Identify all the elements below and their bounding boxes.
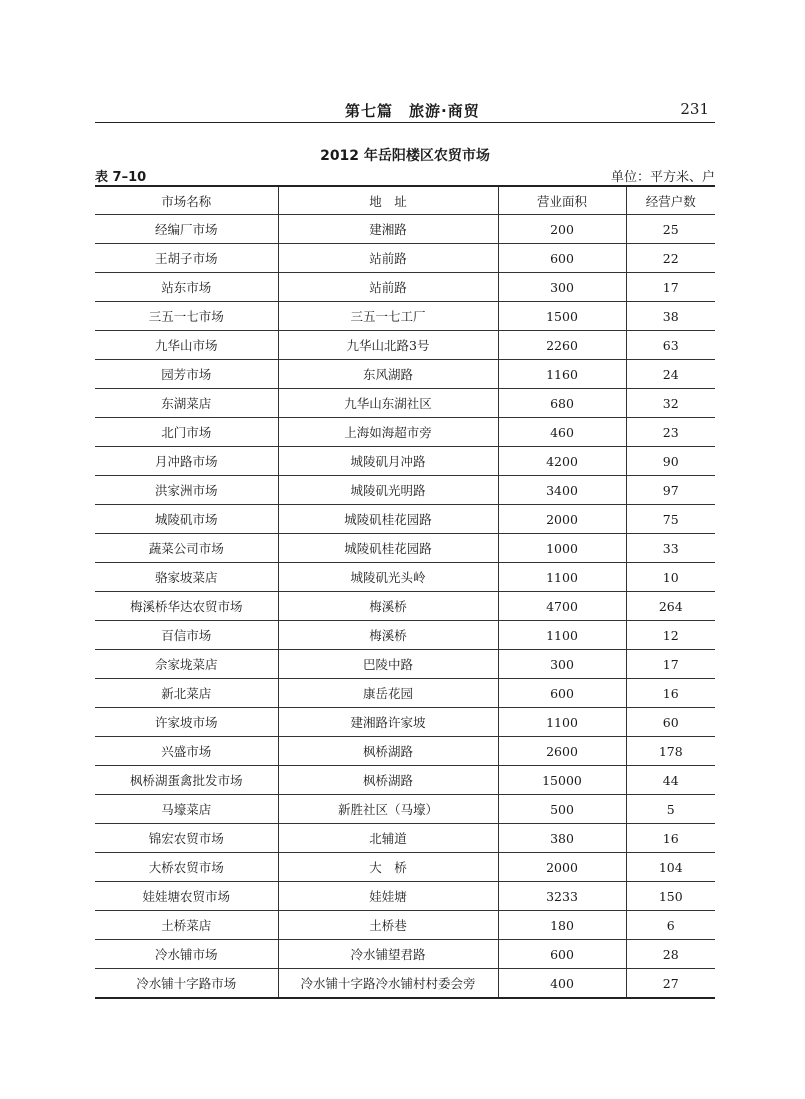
address-cell: 三五一七工厂 — [278, 302, 498, 331]
market-name-cell: 马壕菜店 — [95, 795, 278, 824]
table-row — [95, 795, 715, 824]
vendor-count-cell: 264 — [626, 592, 715, 621]
market-name-cell: 九华山市场 — [95, 331, 278, 360]
table-row — [95, 447, 715, 476]
area-cell: 1100 — [498, 621, 626, 650]
vendor-count-cell: 178 — [626, 737, 715, 766]
market-name-cell: 土桥菜店 — [95, 911, 278, 940]
vendor-count-cell: 150 — [626, 882, 715, 911]
address-cell: 站前路 — [278, 244, 498, 273]
market-name-cell: 冷水铺市场 — [95, 940, 278, 969]
vendor-count-cell: 5 — [626, 795, 715, 824]
table-row — [95, 389, 715, 418]
vendor-count-cell: 104 — [626, 853, 715, 882]
address-cell: 城陵矶光明路 — [278, 476, 498, 505]
table-row — [95, 621, 715, 650]
vendor-count-cell: 16 — [626, 679, 715, 708]
market-name-cell: 城陵矶市场 — [95, 505, 278, 534]
market-name-cell: 站东市场 — [95, 273, 278, 302]
vendor-count-cell: 28 — [626, 940, 715, 969]
area-cell: 2000 — [498, 853, 626, 882]
area-cell: 600 — [498, 940, 626, 969]
table-row — [95, 969, 715, 999]
address-cell: 北辅道 — [278, 824, 498, 853]
table-row — [95, 737, 715, 766]
table-row — [95, 302, 715, 331]
column-header-area: 营业面积 — [498, 186, 626, 215]
address-cell: 娃娃塘 — [278, 882, 498, 911]
area-cell: 300 — [498, 650, 626, 679]
area-cell: 1100 — [498, 563, 626, 592]
address-cell: 城陵矶桂花园路 — [278, 534, 498, 563]
table-row — [95, 853, 715, 882]
address-cell: 上海如海超市旁 — [278, 418, 498, 447]
market-name-cell: 北门市场 — [95, 418, 278, 447]
area-cell: 460 — [498, 418, 626, 447]
table-row — [95, 650, 715, 679]
area-cell: 500 — [498, 795, 626, 824]
vendor-count-cell: 17 — [626, 650, 715, 679]
table-row — [95, 911, 715, 940]
market-name-cell: 三五一七市场 — [95, 302, 278, 331]
table-row — [95, 534, 715, 563]
table-row — [95, 360, 715, 389]
market-name-cell: 王胡子市场 — [95, 244, 278, 273]
address-cell: 冷水铺望君路 — [278, 940, 498, 969]
table-row — [95, 505, 715, 534]
market-name-cell: 骆家坡菜店 — [95, 563, 278, 592]
table-number: 表 7–10 — [95, 170, 147, 185]
table-row — [95, 215, 715, 244]
market-table — [95, 185, 715, 999]
page-header — [95, 98, 715, 123]
area-cell: 1100 — [498, 708, 626, 737]
vendor-count-cell: 10 — [626, 563, 715, 592]
address-cell: 建湘路许家坡 — [278, 708, 498, 737]
table-row — [95, 563, 715, 592]
area-cell: 300 — [498, 273, 626, 302]
address-cell: 城陵矶光头岭 — [278, 563, 498, 592]
area-cell: 2600 — [498, 737, 626, 766]
vendor-count-cell: 22 — [626, 244, 715, 273]
vendor-count-cell: 90 — [626, 447, 715, 476]
vendor-count-cell: 6 — [626, 911, 715, 940]
address-cell: 康岳花园 — [278, 679, 498, 708]
table-row — [95, 476, 715, 505]
area-cell: 1000 — [498, 534, 626, 563]
area-cell: 680 — [498, 389, 626, 418]
table-row — [95, 679, 715, 708]
table-row — [95, 273, 715, 302]
table-title: 2012 年岳阳楼区农贸市场 — [320, 148, 490, 164]
vendor-count-cell: 63 — [626, 331, 715, 360]
area-cell: 1500 — [498, 302, 626, 331]
market-name-cell: 百信市场 — [95, 621, 278, 650]
vendor-count-cell: 27 — [626, 969, 715, 999]
address-cell: 土桥巷 — [278, 911, 498, 940]
column-header-vendors: 经营户数 — [626, 186, 715, 215]
unit-label: 单位：平方米、户 — [610, 170, 715, 185]
area-cell: 380 — [498, 824, 626, 853]
area-cell: 400 — [498, 969, 626, 999]
address-cell: 冷水铺十字路冷水铺村村委会旁 — [278, 969, 498, 999]
market-name-cell: 佘家垅菜店 — [95, 650, 278, 679]
area-cell: 1160 — [498, 360, 626, 389]
area-cell: 4200 — [498, 447, 626, 476]
area-cell: 180 — [498, 911, 626, 940]
market-name-cell: 锦宏农贸市场 — [95, 824, 278, 853]
area-cell: 2000 — [498, 505, 626, 534]
address-cell: 城陵矶桂花园路 — [278, 505, 498, 534]
address-cell: 枫桥湖路 — [278, 737, 498, 766]
address-cell: 巴陵中路 — [278, 650, 498, 679]
address-cell: 梅溪桥 — [278, 592, 498, 621]
column-header-name: 市场名称 — [95, 186, 278, 215]
market-name-cell: 月冲路市场 — [95, 447, 278, 476]
page-number: 231 — [680, 100, 709, 118]
table-row — [95, 592, 715, 621]
market-name-cell: 经编厂市场 — [95, 215, 278, 244]
vendor-count-cell: 97 — [626, 476, 715, 505]
table-header-row — [95, 186, 715, 215]
market-name-cell: 娃娃塘农贸市场 — [95, 882, 278, 911]
vendor-count-cell: 44 — [626, 766, 715, 795]
area-cell: 4700 — [498, 592, 626, 621]
address-cell: 城陵矶月冲路 — [278, 447, 498, 476]
area-cell: 200 — [498, 215, 626, 244]
market-name-cell: 梅溪桥华达农贸市场 — [95, 592, 278, 621]
market-name-cell: 兴盛市场 — [95, 737, 278, 766]
address-cell: 九华山东湖社区 — [278, 389, 498, 418]
chapter-title: 第七篇 旅游·商贸 — [345, 102, 480, 120]
address-cell: 新胜社区（马壕） — [278, 795, 498, 824]
market-name-cell: 许家坡市场 — [95, 708, 278, 737]
market-name-cell: 大桥农贸市场 — [95, 853, 278, 882]
area-cell: 2260 — [498, 331, 626, 360]
vendor-count-cell: 32 — [626, 389, 715, 418]
vendor-count-cell: 12 — [626, 621, 715, 650]
vendor-count-cell: 60 — [626, 708, 715, 737]
vendor-count-cell: 33 — [626, 534, 715, 563]
market-name-cell: 新北菜店 — [95, 679, 278, 708]
market-name-cell: 园芳市场 — [95, 360, 278, 389]
table-row — [95, 418, 715, 447]
address-cell: 枫桥湖路 — [278, 766, 498, 795]
vendor-count-cell: 16 — [626, 824, 715, 853]
vendor-count-cell: 38 — [626, 302, 715, 331]
area-cell: 600 — [498, 679, 626, 708]
vendor-count-cell: 17 — [626, 273, 715, 302]
address-cell: 大 桥 — [278, 853, 498, 882]
market-name-cell: 蔬菜公司市场 — [95, 534, 278, 563]
table-row — [95, 331, 715, 360]
table-row — [95, 766, 715, 795]
area-cell: 600 — [498, 244, 626, 273]
table-row — [95, 824, 715, 853]
table-row — [95, 882, 715, 911]
address-cell: 九华山北路3号 — [278, 331, 498, 360]
vendor-count-cell: 23 — [626, 418, 715, 447]
column-header-address: 地 址 — [278, 186, 498, 215]
vendor-count-cell: 75 — [626, 505, 715, 534]
market-name-cell: 洪家洲市场 — [95, 476, 278, 505]
address-cell: 建湘路 — [278, 215, 498, 244]
vendor-count-cell: 24 — [626, 360, 715, 389]
address-cell: 东风湖路 — [278, 360, 498, 389]
table-row — [95, 244, 715, 273]
area-cell: 15000 — [498, 766, 626, 795]
area-cell: 3233 — [498, 882, 626, 911]
vendor-count-cell: 25 — [626, 215, 715, 244]
table-row — [95, 708, 715, 737]
market-name-cell: 枫桥湖蛋禽批发市场 — [95, 766, 278, 795]
market-name-cell: 冷水铺十字路市场 — [95, 969, 278, 999]
table-row — [95, 940, 715, 969]
market-name-cell: 东湖菜店 — [95, 389, 278, 418]
area-cell: 3400 — [498, 476, 626, 505]
address-cell: 站前路 — [278, 273, 498, 302]
address-cell: 梅溪桥 — [278, 621, 498, 650]
